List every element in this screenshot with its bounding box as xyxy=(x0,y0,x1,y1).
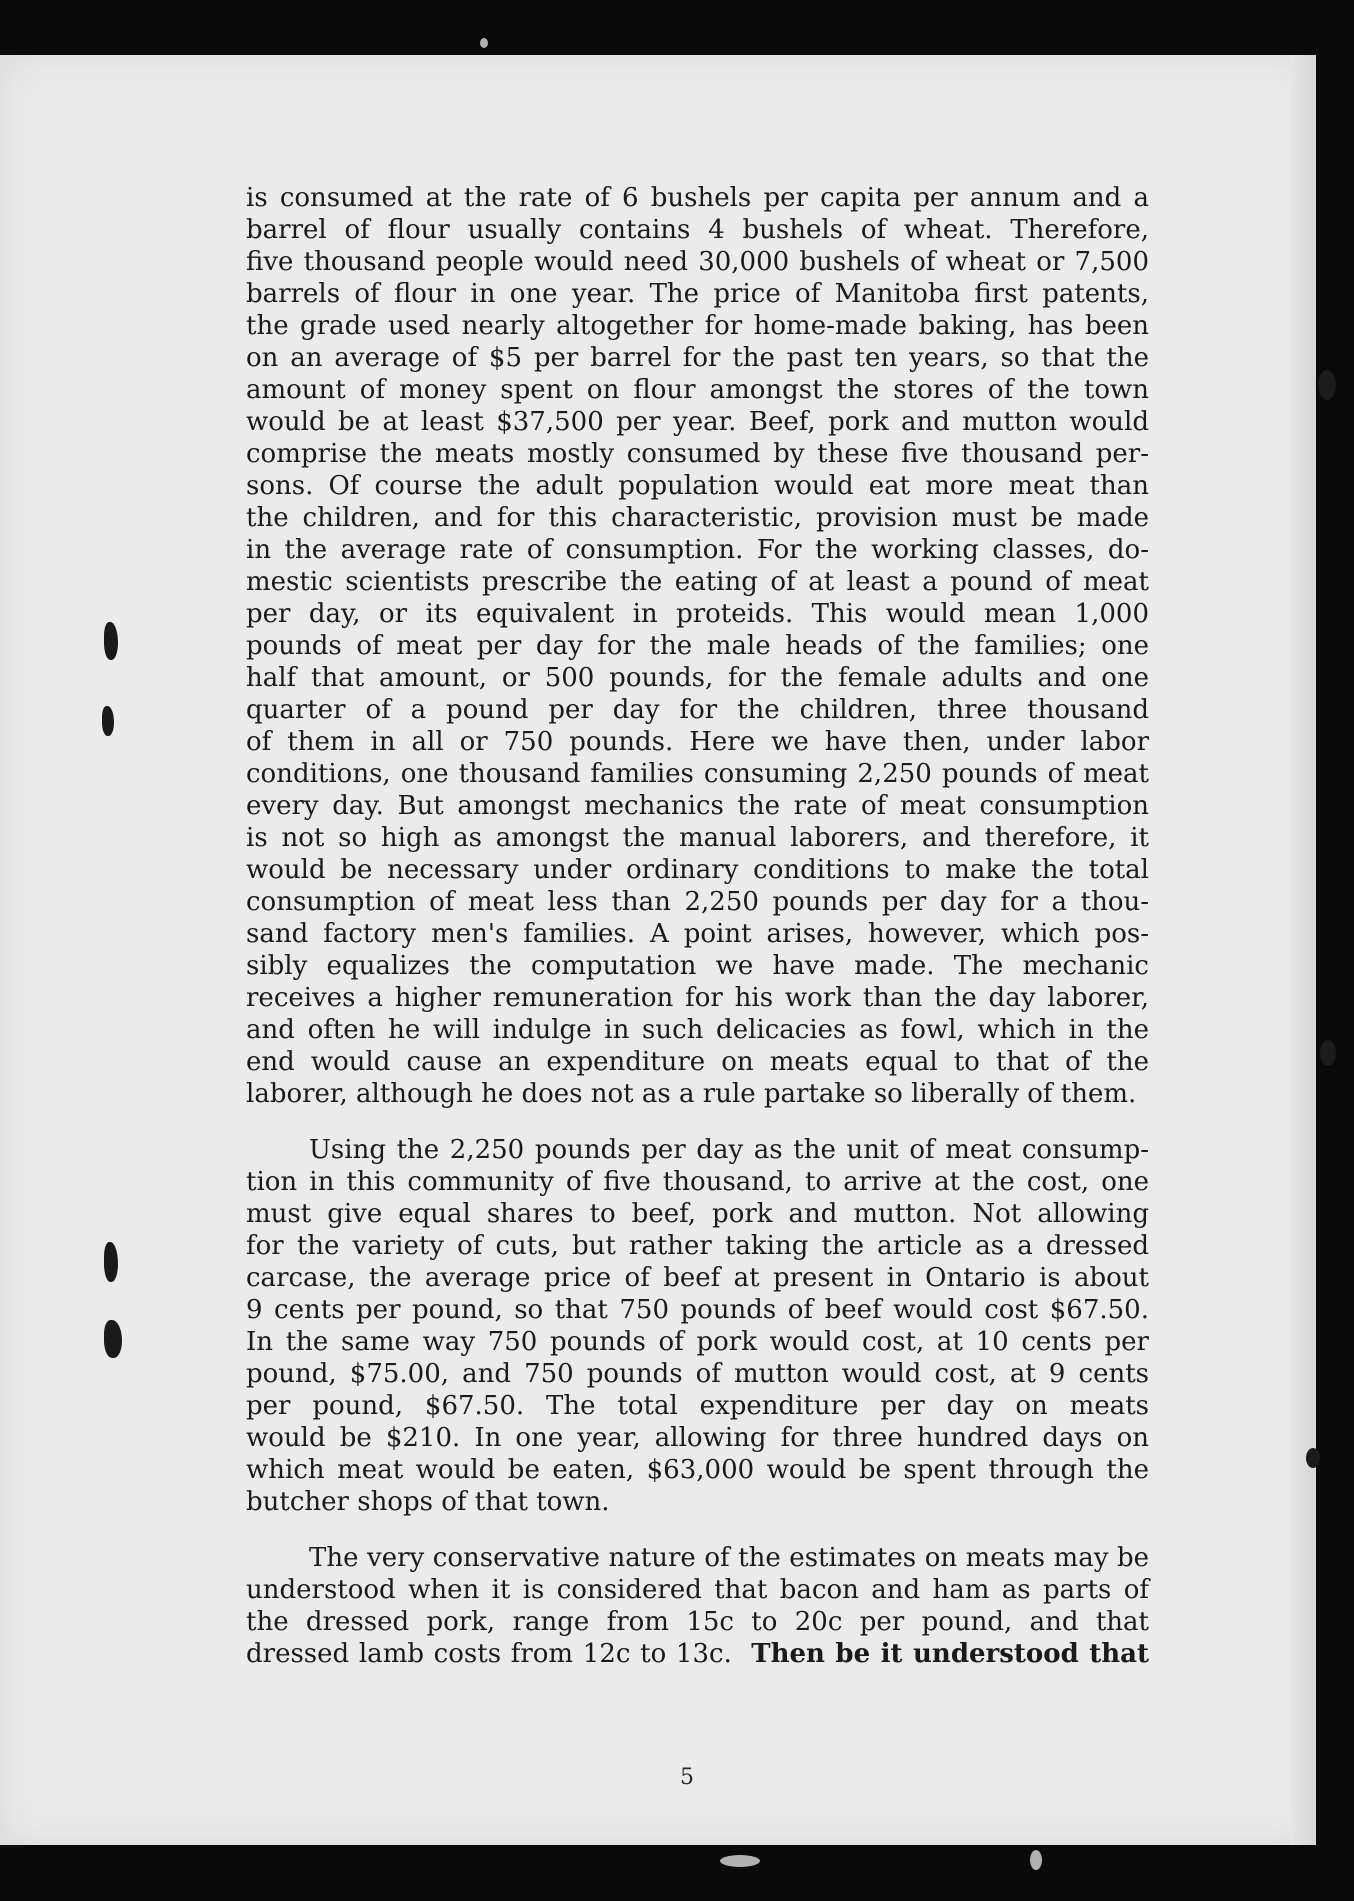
paragraph-2 xyxy=(246,1134,1149,1518)
text-line: butcher shops of that town. xyxy=(246,1487,610,1517)
text-line: would be $210. In one year, allowing for three hundred days on xyxy=(246,1423,1149,1453)
edge-spot xyxy=(1320,1040,1336,1066)
bold-text-fragment: Then be it understood that xyxy=(751,1639,1149,1669)
text-line: consumption of meat less than 2,250 pounds per day for a thou- xyxy=(246,887,1149,917)
paragraph-1 xyxy=(246,182,1149,1110)
text-line: sons. Of course the adult population would eat more meat than xyxy=(246,471,1149,501)
text-line: laborer, although he does not as a rule partake so liberally of them. xyxy=(246,1079,1137,1109)
text-line: conditions, one thousand families consuming 2,250 pounds of meat xyxy=(246,759,1149,789)
text-line: mestic scientists prescribe the eating of at least a pound of meat xyxy=(246,567,1149,597)
text-line: amount of money spent on flour amongst the stores of the town xyxy=(246,375,1149,405)
margin-mark xyxy=(104,1320,122,1358)
text-line: carcase, the average price of beef at present in Ontario is about xyxy=(246,1263,1149,1293)
text-line: the grade used nearly altogether for home-made baking, has been xyxy=(246,311,1149,341)
text-line: would be at least $37,500 per year. Beef, pork and mutton would xyxy=(246,407,1149,437)
margin-mark xyxy=(102,706,114,736)
text-line: is consumed at the rate of 6 bushels per capita per annum and a xyxy=(246,183,1149,213)
text-line: pounds of meat per day for the male heads of the families; one xyxy=(246,631,1149,661)
text-line: The very conservative nature of the estimates on meats may be xyxy=(309,1543,1149,1573)
text-line: per pound, $67.50. The total expenditure per day on meats xyxy=(246,1391,1149,1421)
text-line: of them in all or 750 pounds. Here we have then, under labor xyxy=(246,727,1149,757)
body-text xyxy=(246,182,1149,1670)
text-line: the dressed pork, range from 15c to 20c per pound, and that xyxy=(246,1607,1149,1637)
text-line: would be necessary under ordinary conditions to make the total xyxy=(246,855,1149,885)
text-line: receives a higher remuneration for his work than the day laborer, xyxy=(246,983,1149,1013)
text-line: for the variety of cuts, but rather taking the article as a dressed xyxy=(246,1231,1149,1261)
text-line: every day. But amongst mechanics the rate of meat consumption xyxy=(246,791,1149,821)
edge-spot xyxy=(1306,1448,1320,1468)
text-line: 9 cents per pound, so that 750 pounds of beef would cost $67.50. xyxy=(246,1295,1149,1325)
text-fragment: dressed lamb costs from 12c to 13c. xyxy=(246,1639,732,1669)
text-line: In the same way 750 pounds of pork would cost, at 10 cents per xyxy=(246,1327,1149,1357)
text-line: must give equal shares to beef, pork and mutton. Not allowing xyxy=(246,1199,1149,1229)
text-line: Using the 2,250 pounds per day as the unit of meat consump- xyxy=(309,1135,1149,1165)
margin-mark xyxy=(104,1242,118,1282)
text-line: barrel of flour usually contains 4 bushels of wheat. Therefore, xyxy=(246,215,1149,245)
text-line: which meat would be eaten, $63,000 would be spent through the xyxy=(246,1455,1149,1485)
film-mark xyxy=(1030,1850,1042,1870)
text-line: in the average rate of consumption. For the working classes, do- xyxy=(246,535,1149,565)
text-line: tion in this community of five thousand, to arrive at the cost, one xyxy=(246,1167,1149,1197)
text-line: comprise the meats mostly consumed by these five thousand per- xyxy=(246,439,1149,469)
text-line: sibly equalizes the computation we have made. The mechanic xyxy=(246,951,1149,981)
text-line: half that amount, or 500 pounds, for the female adults and one xyxy=(246,663,1149,693)
text-line: sand factory men's families. A point arises, however, which pos- xyxy=(246,919,1149,949)
text-line: the children, and for this characteristic, provision must be made xyxy=(246,503,1149,533)
page-edge xyxy=(1290,55,1316,1845)
text-line: end would cause an expenditure on meats equal to that of the xyxy=(246,1047,1149,1077)
text-line: quarter of a pound per day for the children, three thousand xyxy=(246,695,1149,725)
margin-mark xyxy=(104,622,118,660)
text-line: per day, or its equivalent in proteids. This would mean 1,000 xyxy=(246,599,1149,629)
text-line: understood when it is considered that bacon and ham as parts of xyxy=(246,1575,1149,1605)
text-line: and often he will indulge in such delicacies as fowl, which in the xyxy=(246,1015,1149,1045)
text-line: on an average of $5 per barrel for the past ten years, so that the xyxy=(246,343,1149,373)
page-number: 5 xyxy=(680,1765,694,1790)
edge-spot xyxy=(1318,370,1336,400)
paragraph-3 xyxy=(246,1542,1149,1670)
text-line: is not so high as amongst the manual laborers, and therefore, it xyxy=(246,823,1149,853)
text-line: five thousand people would need 30,000 bushels of wheat or 7,500 xyxy=(246,247,1149,277)
film-mark xyxy=(720,1855,760,1867)
text-line: pound, $75.00, and 750 pounds of mutton would cost, at 9 cents xyxy=(246,1359,1149,1389)
text-line xyxy=(246,1638,1149,1670)
text-line: barrels of flour in one year. The price of Manitoba first patents, xyxy=(246,279,1149,309)
film-mark xyxy=(480,38,488,48)
